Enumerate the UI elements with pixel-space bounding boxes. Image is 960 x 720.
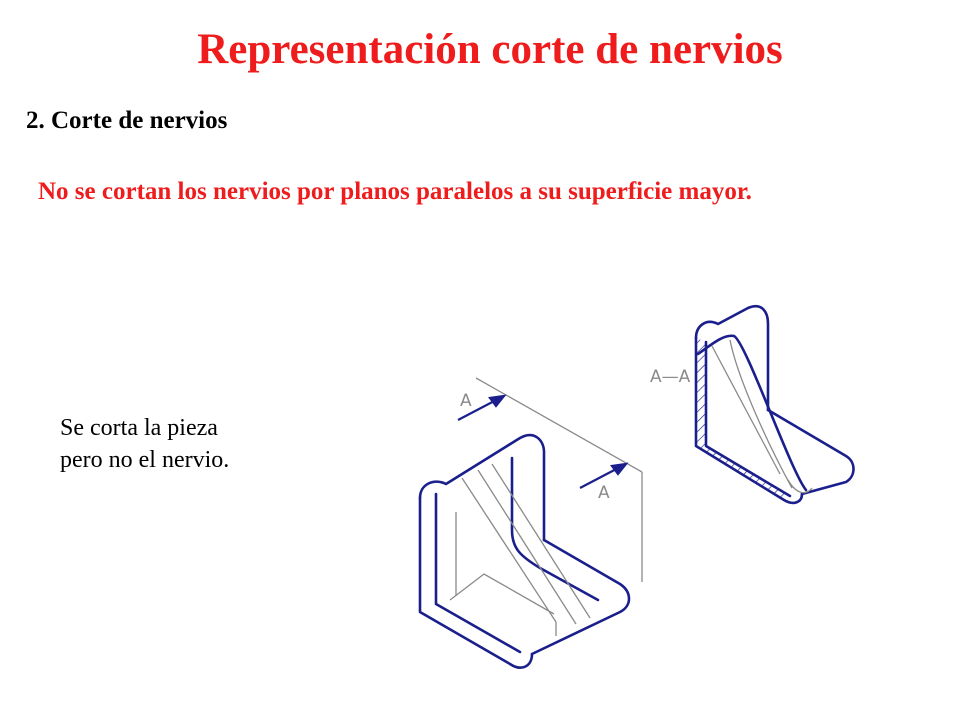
- back-wall-outline: [420, 435, 544, 540]
- inner-fillet: [512, 458, 598, 600]
- bracket-isometric-view: [420, 435, 629, 668]
- cut-label-top: A: [460, 391, 472, 411]
- note-line-2: pero no el nervio.: [60, 447, 230, 473]
- rule-statement: No se cortan los nervios por planos paralelos a su superficie mayor.: [38, 178, 752, 205]
- cutting-plane: [476, 378, 642, 582]
- section-view: [696, 306, 854, 503]
- section-base-outline: [768, 410, 854, 494]
- slide-title: Representación corte de nervios: [197, 26, 783, 73]
- note-line-1: Se corta la pieza: [60, 415, 218, 441]
- rib-lines: [450, 464, 590, 636]
- section-rib-edge: [698, 336, 806, 490]
- base-outline: [532, 540, 629, 654]
- cut-label-bottom: A: [598, 483, 610, 503]
- section-label: A—A: [650, 367, 691, 387]
- section-heading: 2. Corte de nervios: [26, 107, 228, 134]
